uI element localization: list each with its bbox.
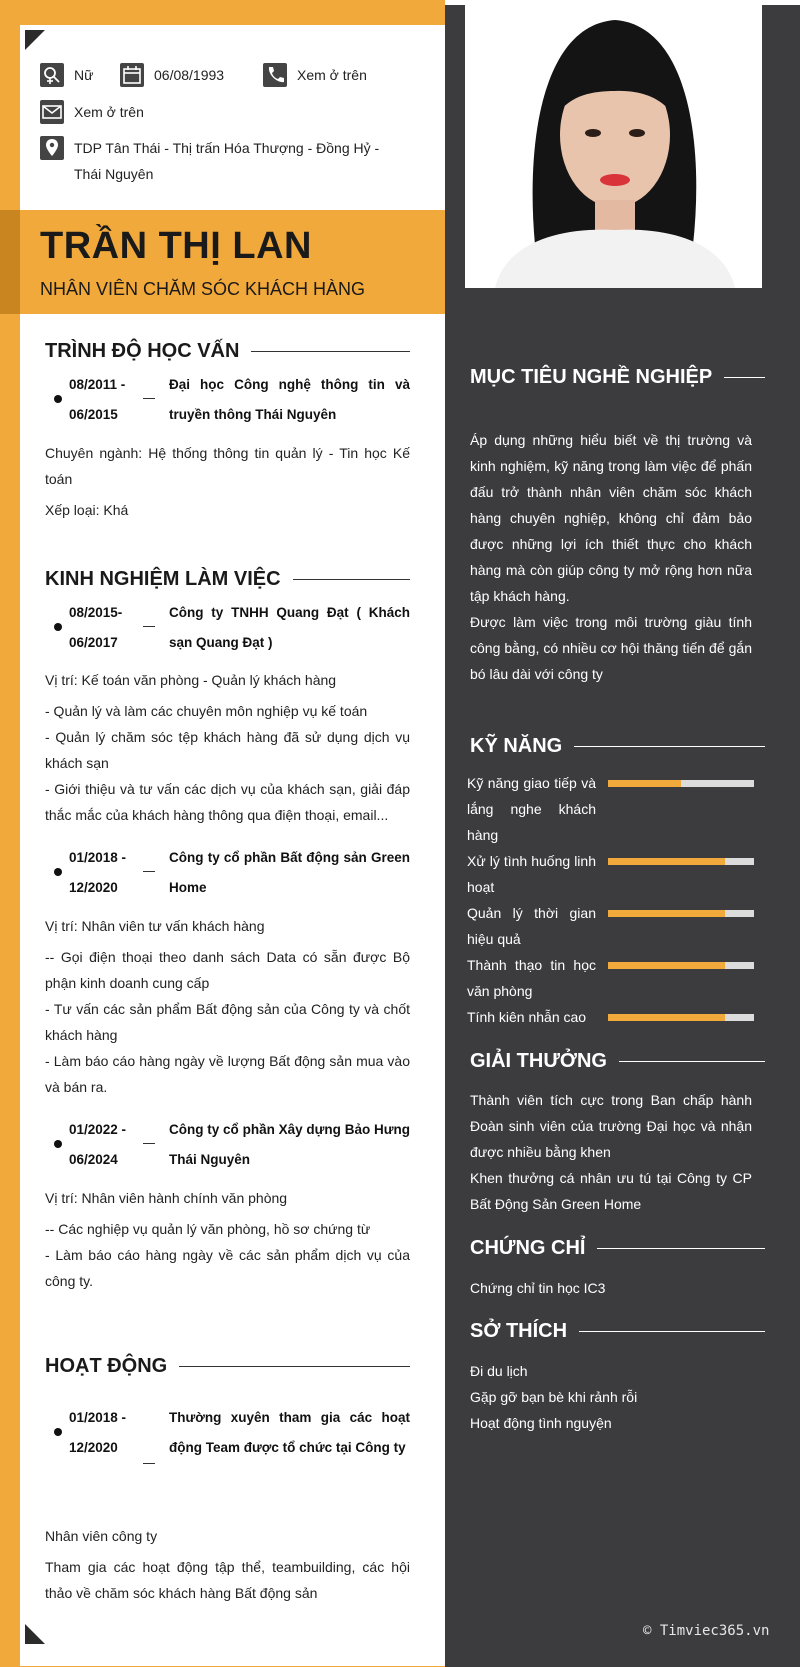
address-value: TDP Tân Thái - Thị trấn Hóa Thượng - Đồng Hỷ - Thái Nguyên [74,140,380,182]
job-position: Vị trí: Kế toán văn phòng - Quản lý khách hàng [45,672,337,688]
profile-photo [465,5,762,288]
activity-description: Tham gia các hoạt động tập thể, teambuilding, các hội thảo về chăm sóc khách hàng Bất động sản [45,1559,410,1601]
activity-entry [45,1403,410,1463]
job-company: Công ty cổ phần Xây dựng Bảo Hưng Thái Nguyên [169,1122,410,1167]
corner-triangle-bottom [25,1624,45,1644]
email-value: Xem ở trên [74,104,144,120]
section-heading-hobbies: SỞ THÍCH [470,1320,765,1343]
skill-name: Thành thạo tin học văn phòng [467,957,596,999]
job-company: Công ty cổ phần Bất động sản Green Home [169,850,410,895]
certificate-item: Chứng chỉ tin học IC3 [470,1280,606,1296]
hobby-item: Gặp gỡ bạn bè khi rảnh rỗi [470,1389,638,1405]
job-position: Vị trí: Nhân viên hành chính văn phòng [45,1190,288,1206]
section-heading-activities: HOẠT ĐỘNG [45,1355,410,1378]
award-item: Thành viên tích cực trong Ban chấp hành Đoàn sinh viên của trường Đại học và nhận được nhiều bằng khen [470,1092,752,1160]
activity-title: Thường xuyên tham gia các hoạt động Team được tổ chức tại Công ty [169,1410,410,1455]
section-heading-experience: KINH NGHIỆM LÀM VIỆC [45,568,410,591]
education-grade: Xếp loại: Khá [45,502,129,518]
section-heading-objective: MỤC TIÊU NGHỀ NGHIỆP [470,366,765,389]
watermark: © Timviec365.vn [643,1623,770,1639]
job-date: 08/2015- 06/2017 [69,605,123,650]
job-date: 01/2022 - 06/2024 [69,1122,127,1167]
skill-name: Kỹ năng giao tiếp và lắng nghe khách hàng [467,775,596,843]
job-entry [45,598,410,658]
contact-gender [40,63,93,87]
skill-level-bar [608,962,754,969]
contact-address [40,136,380,187]
location-pin-icon [40,136,64,160]
section-heading-skills: KỸ NĂNG [470,735,765,758]
contact-email [40,100,144,124]
job-task: - Giới thiệu và tư vấn các dịch vụ của khách sạn, giải đáp thắc mắc của khách hàng thông qua điện thoại, email... [45,781,410,823]
job-task: -- Gọi điện thoại theo danh sách Data có sẵn được Bộ phận kinh doanh cung cấp [45,949,410,991]
job-title: NHÂN VIÊN CHĂM SÓC KHÁCH HÀNG [40,279,366,299]
hobby-item: Hoạt động tình nguyện [470,1415,612,1431]
skill-name: Quản lý thời gian hiệu quả [467,905,596,947]
job-position: Vị trí: Nhân viên tư vấn khách hàng [45,918,265,934]
dob-value: 06/08/1993 [154,67,225,83]
job-date: 01/2018 - 12/2020 [69,850,127,895]
envelope-icon [40,100,64,124]
calendar-icon [120,63,144,87]
section-heading-education: TRÌNH ĐỘ HỌC VẤN [45,340,410,363]
job-task: -- Các nghiệp vụ quản lý văn phòng, hồ sơ chứng từ [45,1221,371,1237]
skill-name: Xử lý tình huống linh hoạt [467,853,596,895]
job-task: - Quản lý và làm các chuyên môn nghiệp vụ kế toán [45,703,368,719]
skill-level-bar [608,1014,754,1021]
contact-dob [120,63,224,87]
job-company: Công ty TNHH Quang Đạt ( Khách sạn Quang Đạt ) [169,605,410,650]
job-task: - Quản lý chăm sóc tệp khách hàng đã sử dụng dịch vụ khách sạn [45,729,410,771]
job-task: - Làm báo cáo hàng ngày về lượng Bất động sản mua vào và bán ra. [45,1053,410,1095]
candidate-name: TRẦN THỊ LAN [40,225,312,267]
objective-paragraph: Áp dụng những hiểu biết về thị trường và kinh nghiệm, kỹ năng trong làm việc để phấn đấu trở thành nhân viên chăm sóc khách hàng chuyên nghiệp, không chỉ đảm bảo được những lợi ích thiết thực cho khách hàng mà còn giúp công ty mở rộng hơn nữa tập khách hàng. [470,432,752,604]
objective-paragraph: Được làm việc trong môi trường giàu tính công bằng, có nhiều cơ hội thăng tiến để gắn bó lâu dài với công ty [470,614,752,682]
contact-phone [263,63,367,87]
job-entry [45,1115,410,1175]
education-entry [45,370,410,430]
section-heading-awards: GIẢI THƯỞNG [470,1050,765,1073]
skill-level-bar [608,780,754,787]
job-task: - Làm báo cáo hàng ngày về các sản phẩm dịch vụ của công ty. [45,1247,410,1289]
job-task: - Tư vấn các sản phẩm Bất động sản của Công ty và chốt khách hàng [45,1001,410,1043]
education-major: Chuyên ngành: Hệ thống thông tin quản lý - Tin học Kế toán [45,445,410,487]
education-school: Đại học Công nghệ thông tin và truyền thông Thái Nguyên [169,377,410,422]
hobby-item: Đi du lịch [470,1363,528,1379]
job-entry [45,843,410,903]
education-date: 08/2011 - 06/2015 [69,377,126,422]
activity-role: Nhân viên công ty [45,1528,158,1544]
phone-icon [263,63,287,87]
gender-icon [40,63,64,87]
skill-level-bar [608,910,754,917]
section-heading-certificates: CHỨNG CHỈ [470,1237,765,1260]
skill-name: Tính kiên nhẫn cao [467,1009,587,1025]
activity-date: 01/2018 - 12/2020 [69,1410,127,1455]
gender-value: Nữ [74,67,94,83]
skill-level-bar [608,858,754,865]
corner-triangle-top [25,30,45,50]
phone-value: Xem ở trên [297,67,367,83]
award-item: Khen thưởng cá nhân ưu tú tại Công ty CP Bất Động Sản Green Home [470,1170,752,1212]
